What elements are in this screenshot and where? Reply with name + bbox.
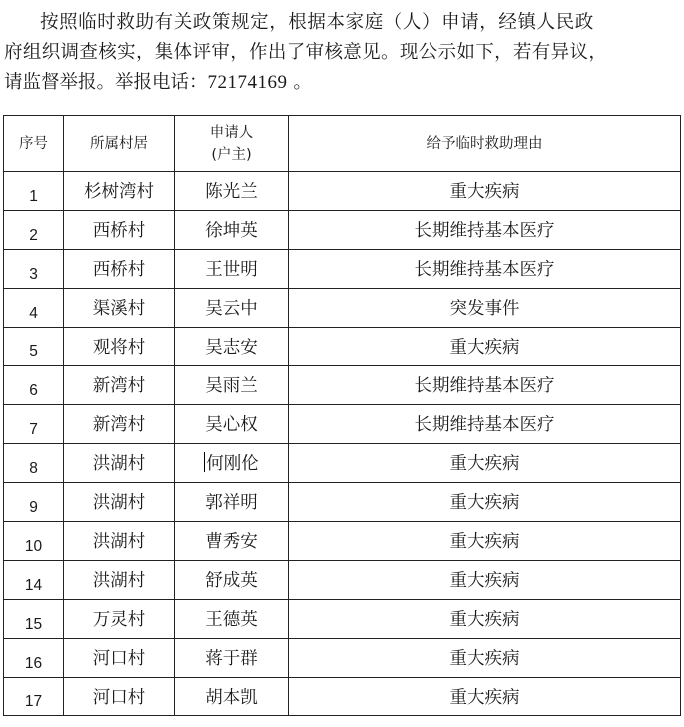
- row-applicant: [175, 210, 289, 249]
- row-index-text: 14: [24, 576, 43, 594]
- row-village-text: 河口村: [92, 687, 146, 708]
- row-applicant: [175, 599, 289, 638]
- row-index: [4, 677, 64, 716]
- table-row: [4, 560, 681, 599]
- row-village-text: 杉树湾村: [84, 182, 154, 202]
- row-index-text: 16: [24, 654, 43, 672]
- header-applicant: [175, 116, 289, 172]
- row-village: [64, 249, 175, 288]
- header-reason: 给予临时救助理由: [289, 116, 681, 172]
- row-village: [64, 638, 175, 677]
- row-applicant: [175, 677, 289, 716]
- row-reason-text: 长期维持基本医疗: [414, 259, 555, 280]
- row-applicant-text: 徐坤英: [205, 220, 258, 241]
- row-village-text: 洪湖村: [92, 570, 146, 591]
- row-index: [4, 405, 64, 444]
- row-village-text: 新湾村: [92, 415, 146, 436]
- notice-line-3-prefix: 请监督举报。举报电话：: [4, 72, 208, 93]
- row-village-text: 西桥村: [92, 259, 146, 280]
- row-index: [4, 210, 64, 249]
- row-reason: [289, 172, 681, 211]
- table-row: [4, 210, 681, 249]
- row-reason: [289, 210, 681, 249]
- table-row: [4, 522, 681, 561]
- row-reason: [289, 677, 681, 716]
- header-applicant-line1: 申请人: [209, 124, 254, 141]
- row-reason: [289, 327, 681, 366]
- row-index: [4, 288, 64, 327]
- row-reason: [289, 522, 681, 561]
- notice-paragraph: [0, 8, 684, 98]
- table-row: [4, 405, 681, 444]
- row-village: [64, 210, 175, 249]
- row-applicant: [175, 405, 289, 444]
- row-reason-text: 重大疾病: [449, 532, 520, 553]
- row-reason-text: 重大疾病: [449, 182, 520, 202]
- row-reason-text: 突发事件: [449, 298, 520, 319]
- row-village-text: 新湾村: [92, 376, 146, 397]
- row-index-text: 7: [29, 421, 38, 439]
- row-index: [4, 366, 64, 405]
- table-row: [4, 483, 681, 522]
- row-village: [64, 483, 175, 522]
- row-reason-text: 重大疾病: [449, 337, 520, 358]
- row-reason: [289, 405, 681, 444]
- row-index: [4, 483, 64, 522]
- table-row: [4, 677, 681, 716]
- row-reason-text: 重大疾病: [449, 454, 520, 475]
- row-village: [64, 366, 175, 405]
- row-village-text: 洪湖村: [92, 532, 146, 553]
- row-applicant: [175, 560, 289, 599]
- row-village-text: 河口村: [92, 648, 146, 669]
- row-applicant-text: 何刚伦: [206, 454, 259, 475]
- row-reason-text: 长期维持基本医疗: [414, 220, 555, 241]
- row-village: [64, 599, 175, 638]
- row-applicant: [175, 522, 289, 561]
- row-village: [64, 405, 175, 444]
- row-applicant: [175, 288, 289, 327]
- row-reason-text: 长期维持基本医疗: [414, 415, 555, 436]
- table-body: [4, 172, 681, 716]
- row-village: [64, 327, 175, 366]
- row-reason: [289, 366, 681, 405]
- row-index-text: 9: [29, 499, 38, 517]
- table-header-row: [4, 116, 681, 172]
- table-row: [4, 327, 681, 366]
- row-index-text: 2: [29, 226, 38, 244]
- row-village: [64, 560, 175, 599]
- row-reason-text: 重大疾病: [449, 493, 520, 514]
- table-row: [4, 249, 681, 288]
- row-village: [64, 522, 175, 561]
- row-village-text: 观将村: [92, 337, 146, 358]
- row-applicant: [175, 483, 289, 522]
- row-applicant: [175, 638, 289, 677]
- row-reason: [289, 249, 681, 288]
- row-applicant-text: 舒成英: [205, 570, 258, 591]
- row-village: [64, 444, 175, 483]
- row-reason: [289, 444, 681, 483]
- row-applicant-text: 蒋于群: [205, 648, 258, 669]
- row-index-text: 15: [24, 615, 43, 633]
- notice-line-3: [0, 68, 684, 98]
- table-row: [4, 366, 681, 405]
- row-index: [4, 444, 64, 483]
- row-applicant-text: 陈光兰: [205, 182, 258, 202]
- notice-line-3-suffix: 。: [287, 72, 312, 93]
- row-reason-text: 重大疾病: [449, 609, 520, 630]
- row-applicant: [175, 249, 289, 288]
- row-index: [4, 522, 64, 561]
- row-applicant-text: 吴云中: [205, 298, 258, 319]
- row-index-text: 3: [29, 265, 38, 283]
- row-reason-text: 长期维持基本医疗: [414, 376, 555, 397]
- table-row: [4, 599, 681, 638]
- assistance-table: [3, 115, 681, 716]
- row-village-text: 渠溪村: [92, 298, 146, 319]
- notice-line-1: 按照临时救助有关政策规定，根据本家庭（人）申请，经镇人民政: [40, 12, 594, 33]
- row-reason: [289, 638, 681, 677]
- row-reason-text: 重大疾病: [449, 687, 520, 708]
- row-index-text: 5: [29, 343, 38, 361]
- notice-line-2: 府组织调查核实，集体评审，作出了审核意见。现公示如下，若有异议，: [4, 42, 608, 63]
- row-applicant: [175, 444, 289, 483]
- row-reason: [289, 288, 681, 327]
- table-row: [4, 288, 681, 327]
- row-index: [4, 327, 64, 366]
- row-village-text: 洪湖村: [92, 493, 146, 514]
- row-applicant-text: 吴心权: [205, 415, 258, 436]
- row-applicant-text: 郭祥明: [205, 493, 258, 514]
- table-row: [4, 172, 681, 211]
- header-applicant-line2: (户主): [211, 146, 252, 163]
- row-village-text: 万灵村: [92, 609, 146, 630]
- row-village: [64, 677, 175, 716]
- row-index-text: 17: [24, 693, 43, 711]
- row-reason: [289, 483, 681, 522]
- row-index: [4, 560, 64, 599]
- row-index: [4, 599, 64, 638]
- row-reason: [289, 599, 681, 638]
- row-applicant-text: 吴雨兰: [205, 376, 258, 397]
- row-applicant-text: 曹秀安: [205, 532, 258, 553]
- row-reason: [289, 560, 681, 599]
- row-index-text: 4: [29, 304, 38, 322]
- report-phone-number: 72174169: [207, 72, 288, 93]
- row-village-text: 西桥村: [92, 220, 146, 241]
- row-index-text: 10: [24, 537, 43, 555]
- row-applicant: [175, 327, 289, 366]
- row-index: [4, 638, 64, 677]
- row-village: [64, 172, 175, 211]
- row-index: [4, 249, 64, 288]
- table-row: [4, 638, 681, 677]
- row-applicant-text: 王世明: [205, 259, 258, 280]
- row-applicant-text: 胡本凯: [205, 687, 258, 708]
- row-reason-text: 重大疾病: [449, 570, 520, 591]
- row-applicant: [175, 172, 289, 211]
- header-village: 所属村居: [64, 116, 175, 172]
- row-village: [64, 288, 175, 327]
- row-applicant: [175, 366, 289, 405]
- header-index: 序号: [4, 116, 64, 172]
- row-index-text: 1: [29, 187, 38, 205]
- row-index-text: 8: [29, 460, 38, 478]
- row-applicant-text: 王德英: [205, 609, 258, 630]
- row-village-text: 洪湖村: [92, 454, 146, 475]
- table-row: [4, 444, 681, 483]
- row-applicant-text: 吴志安: [205, 337, 258, 358]
- row-index: [4, 172, 64, 211]
- row-reason-text: 重大疾病: [449, 648, 520, 669]
- row-index-text: 6: [29, 382, 38, 400]
